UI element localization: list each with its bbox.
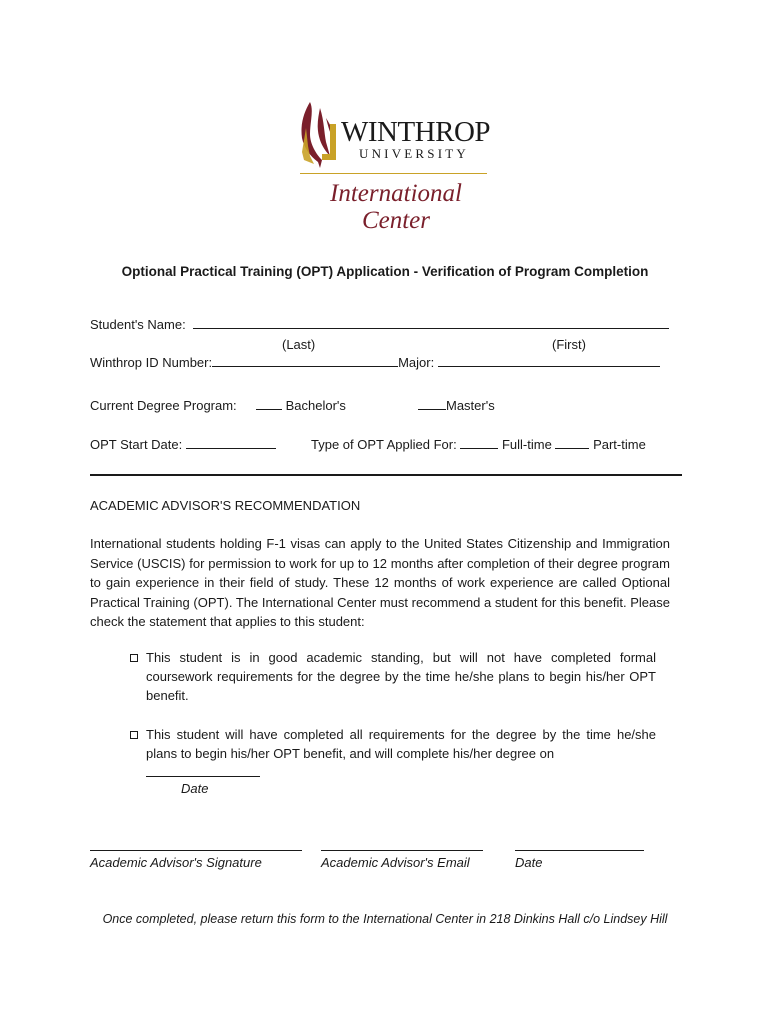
fulltime-label: Full-time [501, 437, 552, 452]
opt-start-field[interactable] [186, 437, 276, 449]
option2-text: This student will have completed all requirements for the degree by the time he/she plans to begin his/her OPT benefit, and will complete his/her degree on [146, 727, 656, 761]
opt-start-label: OPT Start Date: [90, 437, 183, 452]
signature-date-line[interactable] [515, 850, 644, 851]
recommendation-heading: ACADEMIC ADVISOR'S RECOMMENDATION [90, 498, 361, 513]
parttime-label: Part-time [593, 437, 646, 452]
signature-date-label: Date [515, 855, 543, 870]
logo-divider [300, 173, 487, 174]
bachelor-option [256, 398, 346, 413]
section-divider [90, 474, 682, 476]
completion-date-label: Date [181, 781, 209, 796]
degree-program-label: Current Degree Program: [90, 398, 237, 413]
id-major-row [90, 355, 660, 370]
masters-blank[interactable] [418, 398, 446, 410]
student-name-field[interactable] [193, 317, 669, 329]
recommendation-paragraph: International students holding F-1 visas can apply to the United States Citizenship and Immigration Service (USCIS) for permission to work for up to 12 months after completion of their degree program to gain experience in their field of study. These 12 months of work experience are called Optional Practical Training (OPT). The International Center must recommend a student for this benefit. Please check the statement that applies to this student: [90, 536, 670, 629]
logo-center-title [296, 180, 496, 234]
opt-type-label: Type of OPT Applied For: [311, 437, 457, 452]
major-label: Major: [398, 355, 435, 370]
masters-option [418, 398, 495, 413]
masters-label: Master's [446, 398, 495, 413]
first-name-caption: (First) [552, 337, 586, 352]
logo-center-line1: International [330, 180, 462, 207]
logo-university: UNIVERSITY [359, 146, 469, 161]
parttime-blank[interactable] [555, 437, 589, 449]
student-name-row [90, 317, 669, 332]
advisor-signature-line[interactable] [90, 850, 302, 851]
fulltime-blank[interactable] [460, 437, 498, 449]
bachelor-blank[interactable] [256, 398, 282, 410]
major-field[interactable] [438, 355, 660, 367]
winthrop-id-field[interactable] [212, 355, 398, 367]
eagle-icon [296, 98, 344, 168]
winthrop-id-label: Winthrop ID Number: [90, 355, 213, 370]
option1-text: This student is in good academic standing, but will not have completed formal coursework requirements for the degree by the time he/she plans to begin his/her OPT benefit. [146, 650, 656, 703]
form-title: Optional Practical Training (OPT) Application - Verification of Program Completion [121, 264, 649, 279]
bachelor-label: Bachelor's [285, 398, 346, 413]
student-name-label: Student's Name: [90, 317, 186, 332]
last-name-caption: (Last) [282, 337, 316, 352]
logo-wordmark: WINTHROP [341, 116, 491, 148]
opt-type-row [311, 437, 646, 452]
option2-checkbox[interactable] [130, 731, 138, 739]
option1-checkbox[interactable] [130, 654, 138, 662]
opt-start-row [90, 437, 276, 452]
winthrop-logo [296, 98, 496, 238]
advisor-email-line[interactable] [321, 850, 483, 851]
advisor-signature-label: Academic Advisor's Signature [90, 855, 262, 870]
completion-date-field[interactable] [146, 776, 260, 777]
footer-note: Once completed, please return this form to the International Center in 218 Dinkins Hall c/o Lindsey Hill [102, 912, 668, 926]
logo-center-line2: Center [361, 207, 431, 234]
advisor-email-label: Academic Advisor's Email [321, 855, 470, 870]
